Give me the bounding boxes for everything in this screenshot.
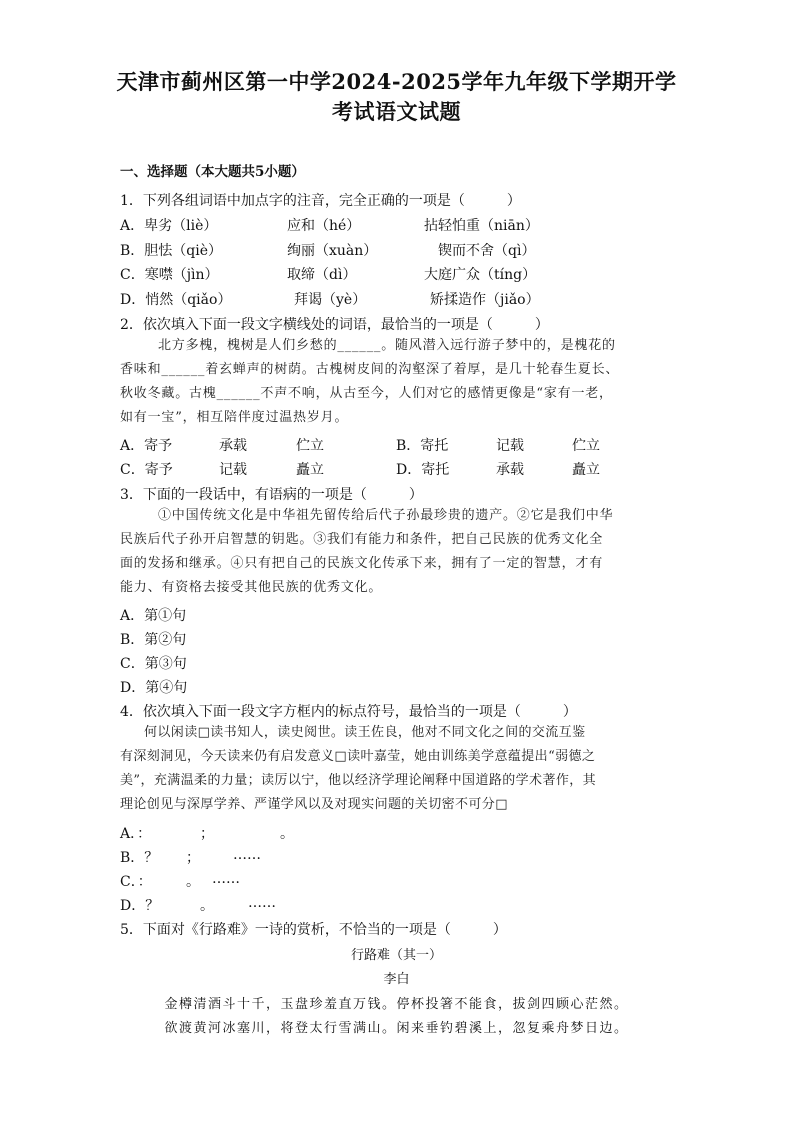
- q3-option-c: C．第③句: [120, 656, 187, 672]
- q4-option-c-2: 。: [186, 874, 200, 890]
- q4-option-b-3: ……: [233, 847, 261, 863]
- q2-option-b-3: 伫立: [572, 438, 600, 454]
- q4-option-c-3: ……: [212, 871, 240, 887]
- q4-option-c-1: C．：: [120, 874, 152, 890]
- q2-option-d-3: 矗立: [572, 462, 600, 478]
- poem-title: 行路难（其一）: [350, 948, 442, 963]
- q1-option-d-1: D．悄然（qiǎo）: [120, 292, 232, 308]
- q1-option-c-3: 大庭广众（tíng）: [424, 267, 537, 283]
- q1-option-d-2: 拜谒（yè）: [294, 292, 367, 308]
- section-heading: 一、选择题（本大题共5小题）: [120, 164, 305, 180]
- q2-passage-line: 如有一宝”，相互陪伴度过温热岁月。: [120, 410, 349, 425]
- q3-passage: [120, 504, 673, 600]
- q1-stem: 1．下列各组词语中加点字的注音，完全正确的一项是（ ）: [120, 193, 521, 209]
- q4-passage-line: 理论创见与深厚学养、严谨学风以及对现实问题的关切密不可分□: [120, 797, 508, 812]
- q3-passage-line: 面的发扬和继承。④只有把自己的民族文化传承下来，拥有了一定的智慧，才有: [120, 556, 604, 571]
- q4-stem: 4．依次填入下面一段文字方框内的标点符号，最恰当的一项是（ ）: [120, 704, 577, 720]
- page-title-line2: 考试语文试题: [332, 99, 461, 124]
- q2-stem: 2．依次填入下面一段文字横线处的词语，最恰当的一项是（ ）: [120, 317, 549, 333]
- q2-option-b-1: B．寄托: [396, 438, 449, 454]
- q2-passage-line: 秋收冬藏。古槐______不声不响，从古至今，人们对它的感情更像是“家有一老，: [120, 386, 613, 401]
- q4-option-b-2: ；: [186, 850, 200, 866]
- q2-option-b-2: 记载: [496, 438, 524, 454]
- q4-passage-line: 美”，充满温柔的力量；读厉以宁，他以经济学理论阐释中国道路的学术著作，其: [120, 773, 597, 788]
- q5-stem: 5．下面对《行路难》一诗的赏析，不恰当的一项是（ ）: [120, 922, 507, 938]
- q2-passage-line: 香味和______着玄蝉声的树荫。古槐树皮间的沟壑深了着厚，是几十轮春生夏长、: [120, 362, 620, 377]
- q4-option-d-1: D．？: [120, 898, 160, 914]
- q1-option-b-2: 绚丽（xuàn）: [287, 243, 378, 259]
- q1-option-a-3: 拈轻怕重（niān）: [424, 218, 539, 234]
- q3-option-d: D．第④句: [120, 680, 188, 696]
- poem-line: 欲渡黄河冰塞川，将登太行雪满山。闲来垂钓碧溪上，忽复乘舟梦日边。: [164, 1021, 629, 1036]
- q2-option-a-3: 伫立: [296, 438, 324, 454]
- poem-author: 李白: [383, 972, 410, 987]
- poem-line: 金樽清酒斗十千，玉盘珍羞直万钱。停杯投箸不能食，拔剑四顾心茫然。: [164, 997, 629, 1012]
- q1-option-c-1: C．寒噤（jìn）: [120, 267, 219, 283]
- q1-option-d-3: 矫揉造作（jiǎo）: [430, 292, 540, 308]
- q3-option-b: B．第②句: [120, 632, 187, 648]
- q4-passage-line: 有深刻洞见，今天读来仍有启发意义□读叶嘉莹，她由训练美学意蕴提出“弱德之: [120, 749, 596, 764]
- q4-option-b-1: B．？: [120, 850, 159, 866]
- q2-passage: [120, 334, 673, 430]
- page-title-line1: 天津市蓟州区第一中学2024-2025学年九年级下学期开学: [116, 69, 677, 94]
- q2-option-d-1: D．寄托: [396, 462, 450, 478]
- q4-passage-line: 何以闲读□读书知人，读史阅世。读王佐良，他对不同文化之间的交流互鉴: [144, 725, 586, 740]
- q2-option-a-2: 承载: [219, 438, 247, 454]
- q1-option-c-2: 取缔（dì）: [287, 267, 357, 283]
- q4-option-a-1: A．：: [120, 826, 152, 842]
- q3-passage-line: ①中国传统文化是中华祖先留传给后代子孙最珍贵的遗产。②它是我们中华: [158, 508, 614, 523]
- q2-option-c-2: 记载: [219, 462, 247, 478]
- q1-option-a-1: A．卑劣（liè）: [120, 218, 218, 234]
- q4-option-a-2: ；: [200, 826, 214, 842]
- q4-option-d-2: 。: [200, 898, 214, 914]
- q2-option-a-1: A．寄予: [120, 438, 173, 454]
- q2-option-c-3: 矗立: [296, 462, 324, 478]
- q1-option-b-3: 锲而不舍（qì）: [438, 243, 536, 259]
- q4-option-a-3: 。: [280, 826, 294, 842]
- q3-passage-line: 民族后代子孙开启智慧的钥匙。③我们有能力和条件，把自己民族的优秀文化全: [120, 532, 604, 547]
- q1-option-b-1: B．胆怯（qiè）: [120, 243, 223, 259]
- q1-option-a-2: 应和（hé）: [287, 218, 361, 234]
- q2-passage-line: 北方多槐，槐树是人们乡愁的______。随风潜入远行游子梦中的，是槐花的: [158, 338, 616, 353]
- q3-passage-line: 能力、有资格去接受其他民族的优秀文化。: [120, 580, 383, 595]
- q4-option-d-3: ……: [248, 895, 276, 911]
- q2-option-d-2: 承载: [496, 462, 524, 478]
- q3-stem: 3．下面的一段话中，有语病的一项是（ ）: [120, 487, 423, 503]
- q3-option-a: A．第①句: [120, 608, 187, 624]
- q2-option-c-1: C．寄予: [120, 462, 173, 478]
- q4-passage: [120, 721, 673, 817]
